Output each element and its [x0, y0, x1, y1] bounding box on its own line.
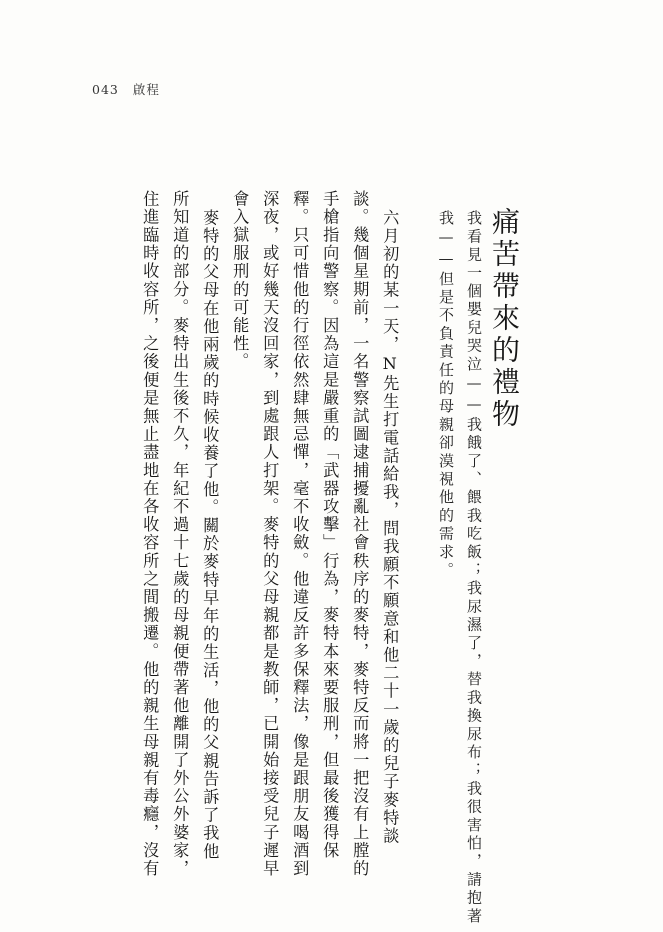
body-column-7: 麥特的父母在他兩歲的時候收養了他。關於麥特早年的生活，他的父親告訴了我他 — [200, 209, 220, 861]
body-column-9: 住進臨時收容所，之後便是無止盡地在各收容所之間搬遷。他的親生母親有毒癮，沒有 — [140, 190, 160, 878]
body-column-5: 深夜，或好幾天沒回家，到處跟人打架。麥特的父母親都是教師，已開始接受兒子遲早 — [260, 190, 280, 878]
section-title: 啟程 — [132, 82, 160, 97]
epigraph-line-2: 我——但是不負責任的母親卻漠視他的需求。 — [437, 210, 455, 580]
body-column-3: 手槍指向警察。因為這是嚴重的「武器攻擊」行為，麥特本來要服刑，但最後獲得保 — [320, 190, 340, 860]
chapter-title: 痛苦帶來的禮物 — [488, 207, 521, 431]
body-column-2: 談。幾個星期前，一名警察試圖逮捕擾亂社會秩序的麥特，麥特反而將一把沒有上膛的 — [350, 190, 370, 878]
epigraph-line-1: 我看見一個嬰兒哭泣——我餓了、餵我吃飯；我尿濕了，替我換尿布；我很害怕，請抱著 — [465, 210, 483, 926]
page-number: 043 — [92, 82, 119, 97]
body-column-6: 會入獄服刑的可能性。 — [230, 190, 250, 371]
body-column-8: 所知道的部分。麥特出生後不久，年紀不過十七歲的母親便帶著他離開了外公外婆家， — [170, 190, 190, 878]
body-column-4: 釋。只可惜他的行徑依然肆無忌憚，毫不收斂。他違反許多保釋法，像是跟朋友喝酒到 — [290, 190, 310, 878]
body-column-1: 六月初的某一天，N先生打電話給我，問我願不願意和他二十一歲的兒子麥特談 — [380, 209, 400, 846]
running-head — [92, 80, 160, 98]
